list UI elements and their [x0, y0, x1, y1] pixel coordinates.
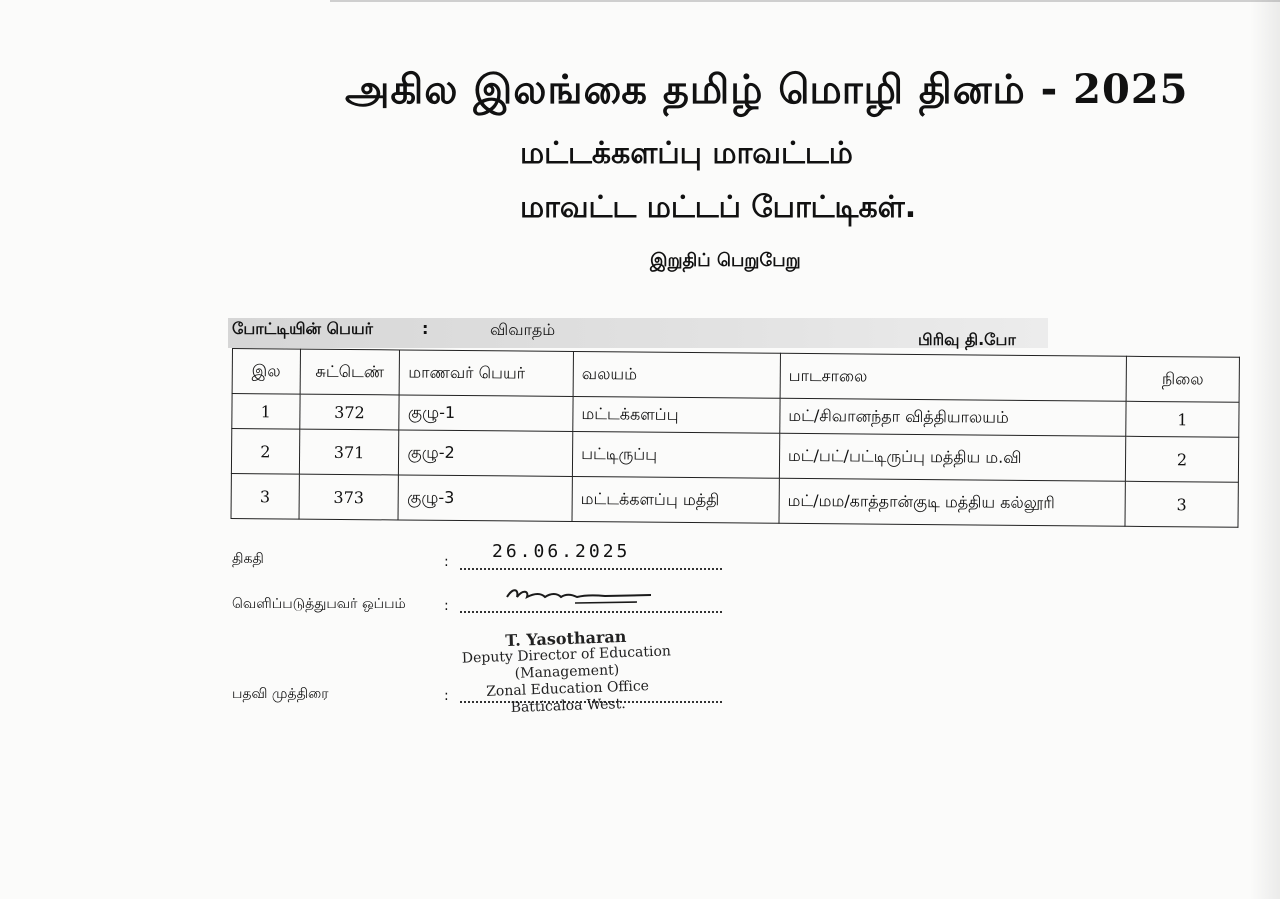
document-title: [345, 66, 1189, 118]
table-row: [231, 473, 1238, 527]
cell-student-name: குழு-1: [399, 395, 573, 432]
header-rank: நிலை: [1126, 356, 1239, 402]
seal-label: பதவி முத்திரை: [232, 686, 329, 702]
division-label: பிரிவு தி.போ: [918, 330, 1016, 349]
cell-school: மட்/மம/காத்தான்குடி மத்திய கல்லூரி: [779, 478, 1125, 526]
cell-student-name: குழு-2: [399, 430, 573, 477]
cell-zone: மட்டக்களப்பு: [573, 396, 780, 433]
cell-school: மட்/சிவானந்தா வித்தியாலயம்: [780, 398, 1126, 436]
cell-no: 1: [232, 394, 300, 430]
date-dotted-line: [460, 568, 722, 570]
cell-zone: பட்டிருப்பு: [572, 431, 779, 478]
header-student-name: மாணவர் பெயர்: [400, 350, 574, 397]
competition-name-value: விவாதம்: [490, 320, 556, 339]
header-no: இல: [232, 349, 300, 395]
cell-rank: 2: [1125, 436, 1238, 482]
stamp-location: Batticaloa West.: [510, 695, 626, 716]
cell-zone: மட்டக்களப்பு மத்தி: [572, 476, 779, 523]
paper-right-edge: [1250, 0, 1280, 899]
header-school: பாடசாலை: [780, 353, 1126, 401]
title-text: அகில இலங்கை தமிழ் மொழி தினம்: [345, 67, 1026, 113]
level-heading: மாவட்ட மட்டப் போட்டிகள்.: [520, 190, 917, 225]
header-code: சுட்டெண்: [300, 349, 400, 395]
competition-name-label: போட்டியின் பெயர்: [232, 319, 374, 338]
stamp-title: Deputy Director of Education: [461, 643, 672, 667]
date-value: 26.06.2025: [492, 541, 631, 562]
cell-student-name: குழு-3: [398, 475, 572, 522]
stamp-office: Zonal Education Office: [485, 678, 650, 700]
handwritten-signature-icon: [505, 585, 655, 609]
stamp-division: (Management): [514, 662, 620, 682]
cell-no: 3: [231, 473, 299, 519]
district-heading: மட்டக்களப்பு மாவட்டம்: [520, 136, 853, 171]
results-table: [231, 348, 1240, 528]
results-heading: இறுதிப் பெறுபேறு: [650, 250, 801, 271]
title-dash: -: [1040, 67, 1059, 113]
signature-dotted-line: [460, 611, 722, 613]
cell-rank: 1: [1126, 401, 1239, 437]
stamp-name: T. Yasotharan: [505, 626, 627, 651]
cell-no: 2: [231, 429, 299, 475]
cell-code: 372: [299, 394, 399, 430]
header-zone: வலயம்: [573, 351, 780, 398]
signature-label: வெளிப்படுத்துபவர் ஒப்பம்: [232, 596, 406, 612]
date-colon: :: [444, 554, 449, 570]
cell-code: 371: [299, 429, 399, 475]
signature-colon: :: [444, 598, 449, 614]
date-label: திகதி: [232, 551, 264, 567]
competition-colon: :: [422, 319, 429, 338]
title-year: 2025: [1073, 66, 1189, 113]
cell-code: 373: [299, 474, 399, 520]
results-table-wrapper: [231, 348, 1242, 528]
cell-rank: 3: [1125, 481, 1238, 527]
seal-colon: :: [444, 688, 449, 704]
official-stamp: [461, 626, 674, 718]
cell-school: மட்/பட்/பட்டிருப்பு மத்திய ம.வி: [779, 433, 1125, 481]
paper-top-edge: [330, 0, 1280, 2]
